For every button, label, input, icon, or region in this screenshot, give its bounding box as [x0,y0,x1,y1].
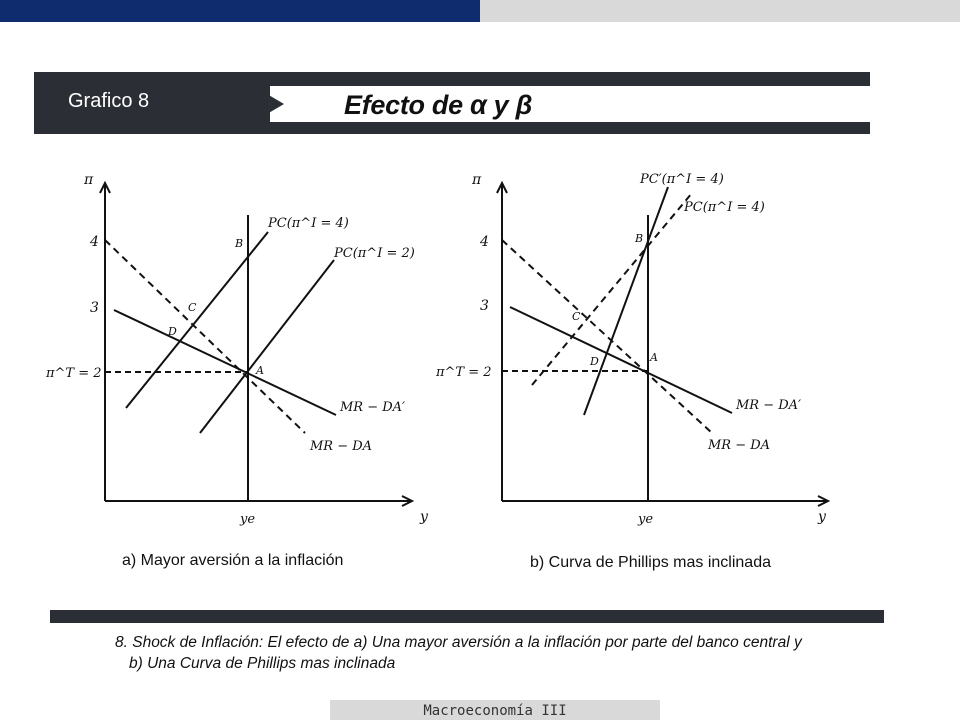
pc-4-label: PC(π^I = 4) [684,200,765,215]
point-d-label: D [590,355,599,368]
tick-target: π^T = 2 [46,366,102,381]
footnote [115,632,935,674]
pc-prime-label: PC′(π^I = 4) [640,172,724,187]
top-bar-dark [0,0,480,22]
point-c-label: C [572,310,581,323]
tick-3: 3 [480,298,489,314]
mr-da-label: MR − DA [310,439,373,454]
x-axis-label: y [420,509,428,525]
point-a-label: A [650,351,658,364]
y-axis-label: π [472,172,482,188]
top-bar-light [480,0,960,22]
graph-b-diagram [430,165,830,545]
tick-3: 3 [90,300,99,316]
ye-label: ye [638,512,654,527]
mr-da-prime-line [510,307,732,413]
pc-2-label: PC(π^I = 2) [334,246,415,261]
point-d-label: D [168,325,177,338]
point-b-label: B [635,232,644,245]
mr-da-prime-label: MR − DA′ [736,398,802,413]
y-axis-label: π [84,172,94,188]
bottom-divider-bar [50,610,884,623]
pc-2-line [200,260,334,433]
footer-course-label: Macroeconomía III [330,700,660,720]
pc-4-line [126,232,268,408]
pc-4-label: PC(π^I = 4) [268,216,349,231]
caption-graph-b: b) Curva de Phillips mas inclinada [530,554,771,571]
slide-title: Efecto de α y β [344,90,533,120]
point-c-label: C [188,301,197,314]
point-a-label: A [256,364,264,377]
mr-da-label: MR − DA [708,438,771,453]
mr-da-line [502,240,712,433]
tick-4: 4 [90,234,99,250]
tick-target: π^T = 2 [436,365,492,380]
graph-a-diagram [40,165,440,545]
tick-4: 4 [480,234,489,250]
mr-da-prime-label: MR − DA′ [340,400,406,415]
point-b-label: B [235,237,244,250]
footnote-line-2: b) Una Curva de Phillips mas inclinada [129,655,396,672]
ye-label: ye [240,512,256,527]
caption-graph-a: a) Mayor aversión a la inflación [122,552,344,569]
x-axis-label: y [818,509,826,525]
grafico-label: Grafico 8 [68,90,150,112]
footnote-line-1: 8. Shock de Inflación: El efecto de a) Una mayor aversión a la inflación por parte del banco central y [115,634,802,651]
